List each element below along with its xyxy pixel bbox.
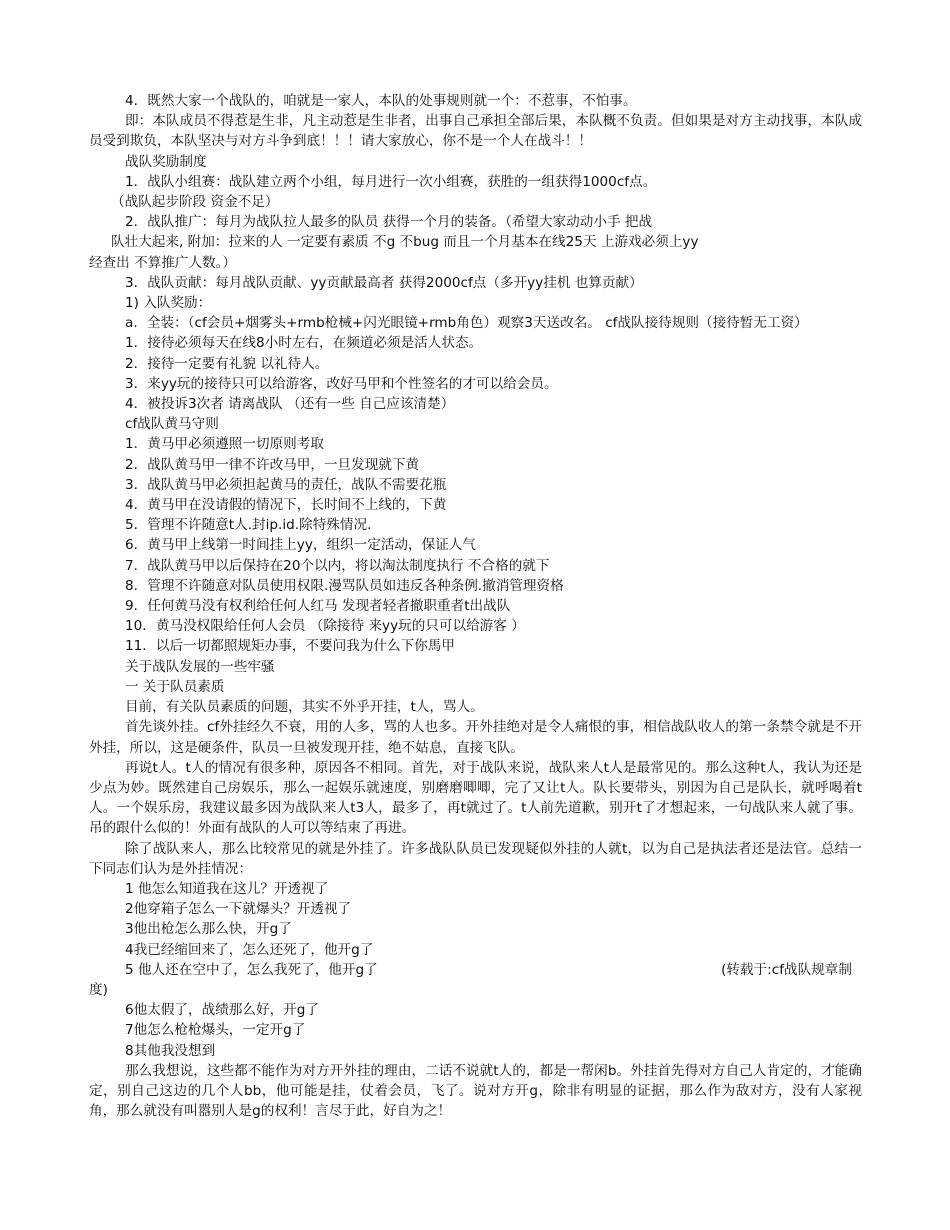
list-item: 7他怎么枪枪爆头，一定开g了	[125, 1022, 306, 1039]
paragraph: 队壮大起来, 附加：拉来的人 一定要有素质 不g 不bug 而且一个月基本在线25天 上游戏必须上yy	[111, 234, 699, 251]
list-item: 9．任何黄马没有权利给任何人红马 发现者轻者撤职重者t出战队	[125, 598, 511, 615]
list-item: 2．战队推广：每月为战队拉人最多的队员 获得一个月的装备。（希望大家动动小手 把战	[125, 214, 653, 231]
paragraph: 除了战队来人，那么比较常见的就是外挂了。许多战队队员已发现疑似外挂的人就t，以为自己是执法者还是法官。总结一下同志们认为是外挂情况：	[89, 840, 862, 877]
list-item: 6他太假了，战绩那么好，开g了	[125, 1002, 319, 1019]
list-item: 11．以后一切都照规矩办事，不要问我为什么下你馬甲	[125, 638, 455, 655]
paragraph: 首先谈外挂。cf外挂经久不衰，用的人多，骂的人也多。开外挂绝对是令人痛恨的事，相信战队收人的第一条禁令就是不开外挂，所以，这是硬条件，队员一旦被发现开挂，绝不姑息，直接飞队。	[89, 719, 862, 756]
list-item: 2．战队黄马甲一律不许改马甲，一旦发现就下黄	[125, 456, 420, 473]
list-item: 4我已经缩回来了，怎么还死了，他开g了	[125, 941, 374, 958]
list-item: 3他出枪怎么那么快，开g了	[125, 921, 292, 938]
list-item: 3．战队黄马甲必须担起黄马的责任，战队不需要花瓶	[125, 476, 447, 493]
paragraph: 目前，有关队员素质的问题，其实不外乎开挂，t人，骂人。	[125, 699, 484, 716]
paragraph: （战队起步阶段 资金不足）	[111, 194, 279, 211]
source-note-end: 度)	[89, 981, 108, 998]
section-heading: 关于战队发展的一些牢骚	[125, 658, 275, 675]
paragraph: 那么我想说，这些都不能作为对方开外挂的理由，二话不说就t人的，都是一帮闲b。外挂首先得对方自己人肯定的，才能确定，别自己这边的几个人bb，他可能是挂，仗着会员，飞了。说对方开g，除非有明显的证据，那么作为敌对方，没有人家视角，那么就没有叫嚣别人是g的权利！言尽于此，好自为之！	[89, 1062, 862, 1120]
list-item: 3．来yy玩的接待只可以给游客，改好马甲和个性签名的才可以给会员。	[125, 375, 558, 392]
list-item: 1 他怎么知道我在这儿？开透视了	[125, 880, 329, 897]
list-item: 2他穿箱子怎么一下就爆头？开透视了	[125, 901, 352, 918]
source-note: (转载于:cf战队规章制	[721, 961, 852, 978]
list-item: 1．黄马甲必须遵照一切原则考取	[125, 436, 324, 453]
paragraph: 经查出 不算推广人数。）	[89, 254, 237, 271]
list-item: 6．黄马甲上线第一时间挂上yy，组织一定活动，保证人气	[125, 537, 476, 554]
paragraph: 即：本队成员不得惹是生非，凡主动惹是生非者，出事自己承担全部后果，本队概不负责。但如果是对方主动找事，本队成员受到欺负，本队坚决与对方斗争到底！！！请大家放心，你不是一个人在战斗！！	[89, 113, 862, 150]
list-item: 7．战队黄马甲以后保持在20个以内，将以淘汰制度执行 不合格的就下	[125, 557, 550, 574]
list-item: 8其他我没想到	[125, 1042, 216, 1059]
section-heading: 战队奖励制度	[125, 153, 207, 170]
list-item: 4．被投诉3次者 请离战队 （还有一些 自己应该清楚）	[125, 396, 455, 413]
paragraph: 4．既然大家一个战队的，咱就是一家人，本队的处事规则就一个：不惹事，不怕事。	[125, 93, 637, 109]
list-item: 3．战队贡献：每月战队贡献、yy贡献最高者 获得2000cf点（多开yy挂机 也算贡献）	[125, 274, 643, 291]
section-heading: cf战队黄马守则	[125, 416, 219, 433]
list-item: 8．管理不许随意对队员使用权限.漫骂队员如违反各种条例.撤消管理资格	[125, 577, 564, 594]
section-heading: 一 关于队员素质	[125, 678, 225, 695]
list-item: 2．接待一定要有礼貌 以礼待人。	[125, 355, 329, 372]
list-item: 1) 入队奖励：	[125, 295, 212, 312]
list-item: 1．接待必须每天在线8小时左右，在频道必须是活人状态。	[125, 335, 483, 352]
list-item: a．全装：（cf会员+烟雾头+rmb枪械+闪光眼镜+rmb角色）观察3天送改名。 cf战队接待规则（接待暂无工资）	[125, 315, 808, 332]
list-item	[89, 960, 862, 980]
paragraph: 再说t人。t人的情况有很多种，原因各不相同。首先，对于战队来说，战队来人t人是最常见的。那么这种t人，我认为还是少点为妙。既然建自己房娱乐，那么一起娱乐就速度，别磨磨唧唧，完了又让t人。队长要带头，别因为自己是队长，就呼喝着t人。一个娱乐房，我建议最多因为战队来人t3人，最多了，再t就过了。t人前先道歉，别开t了才想起来，一句战队来人就了事。吊的跟什么似的！外面有战队的人可以等结束了再进。	[89, 759, 862, 837]
list-item: 10．黄马没权限给任何人会员 （除接待 来yy玩的只可以给游客 ）	[125, 618, 525, 635]
list-item-text: 5 他人还在空中了，怎么我死了，他开g了	[125, 961, 378, 978]
document-body	[89, 91, 862, 1121]
list-item: 4．黄马甲在没请假的情况下，长时间不上线的，下黄	[125, 497, 447, 514]
list-item: 5．管理不许随意t人.封ip.id.除特殊情况.	[125, 517, 372, 534]
list-item: 1．战队小组赛：战队建立两个小组，每月进行一次小组赛，获胜的一组获得1000cf点。	[125, 173, 657, 190]
